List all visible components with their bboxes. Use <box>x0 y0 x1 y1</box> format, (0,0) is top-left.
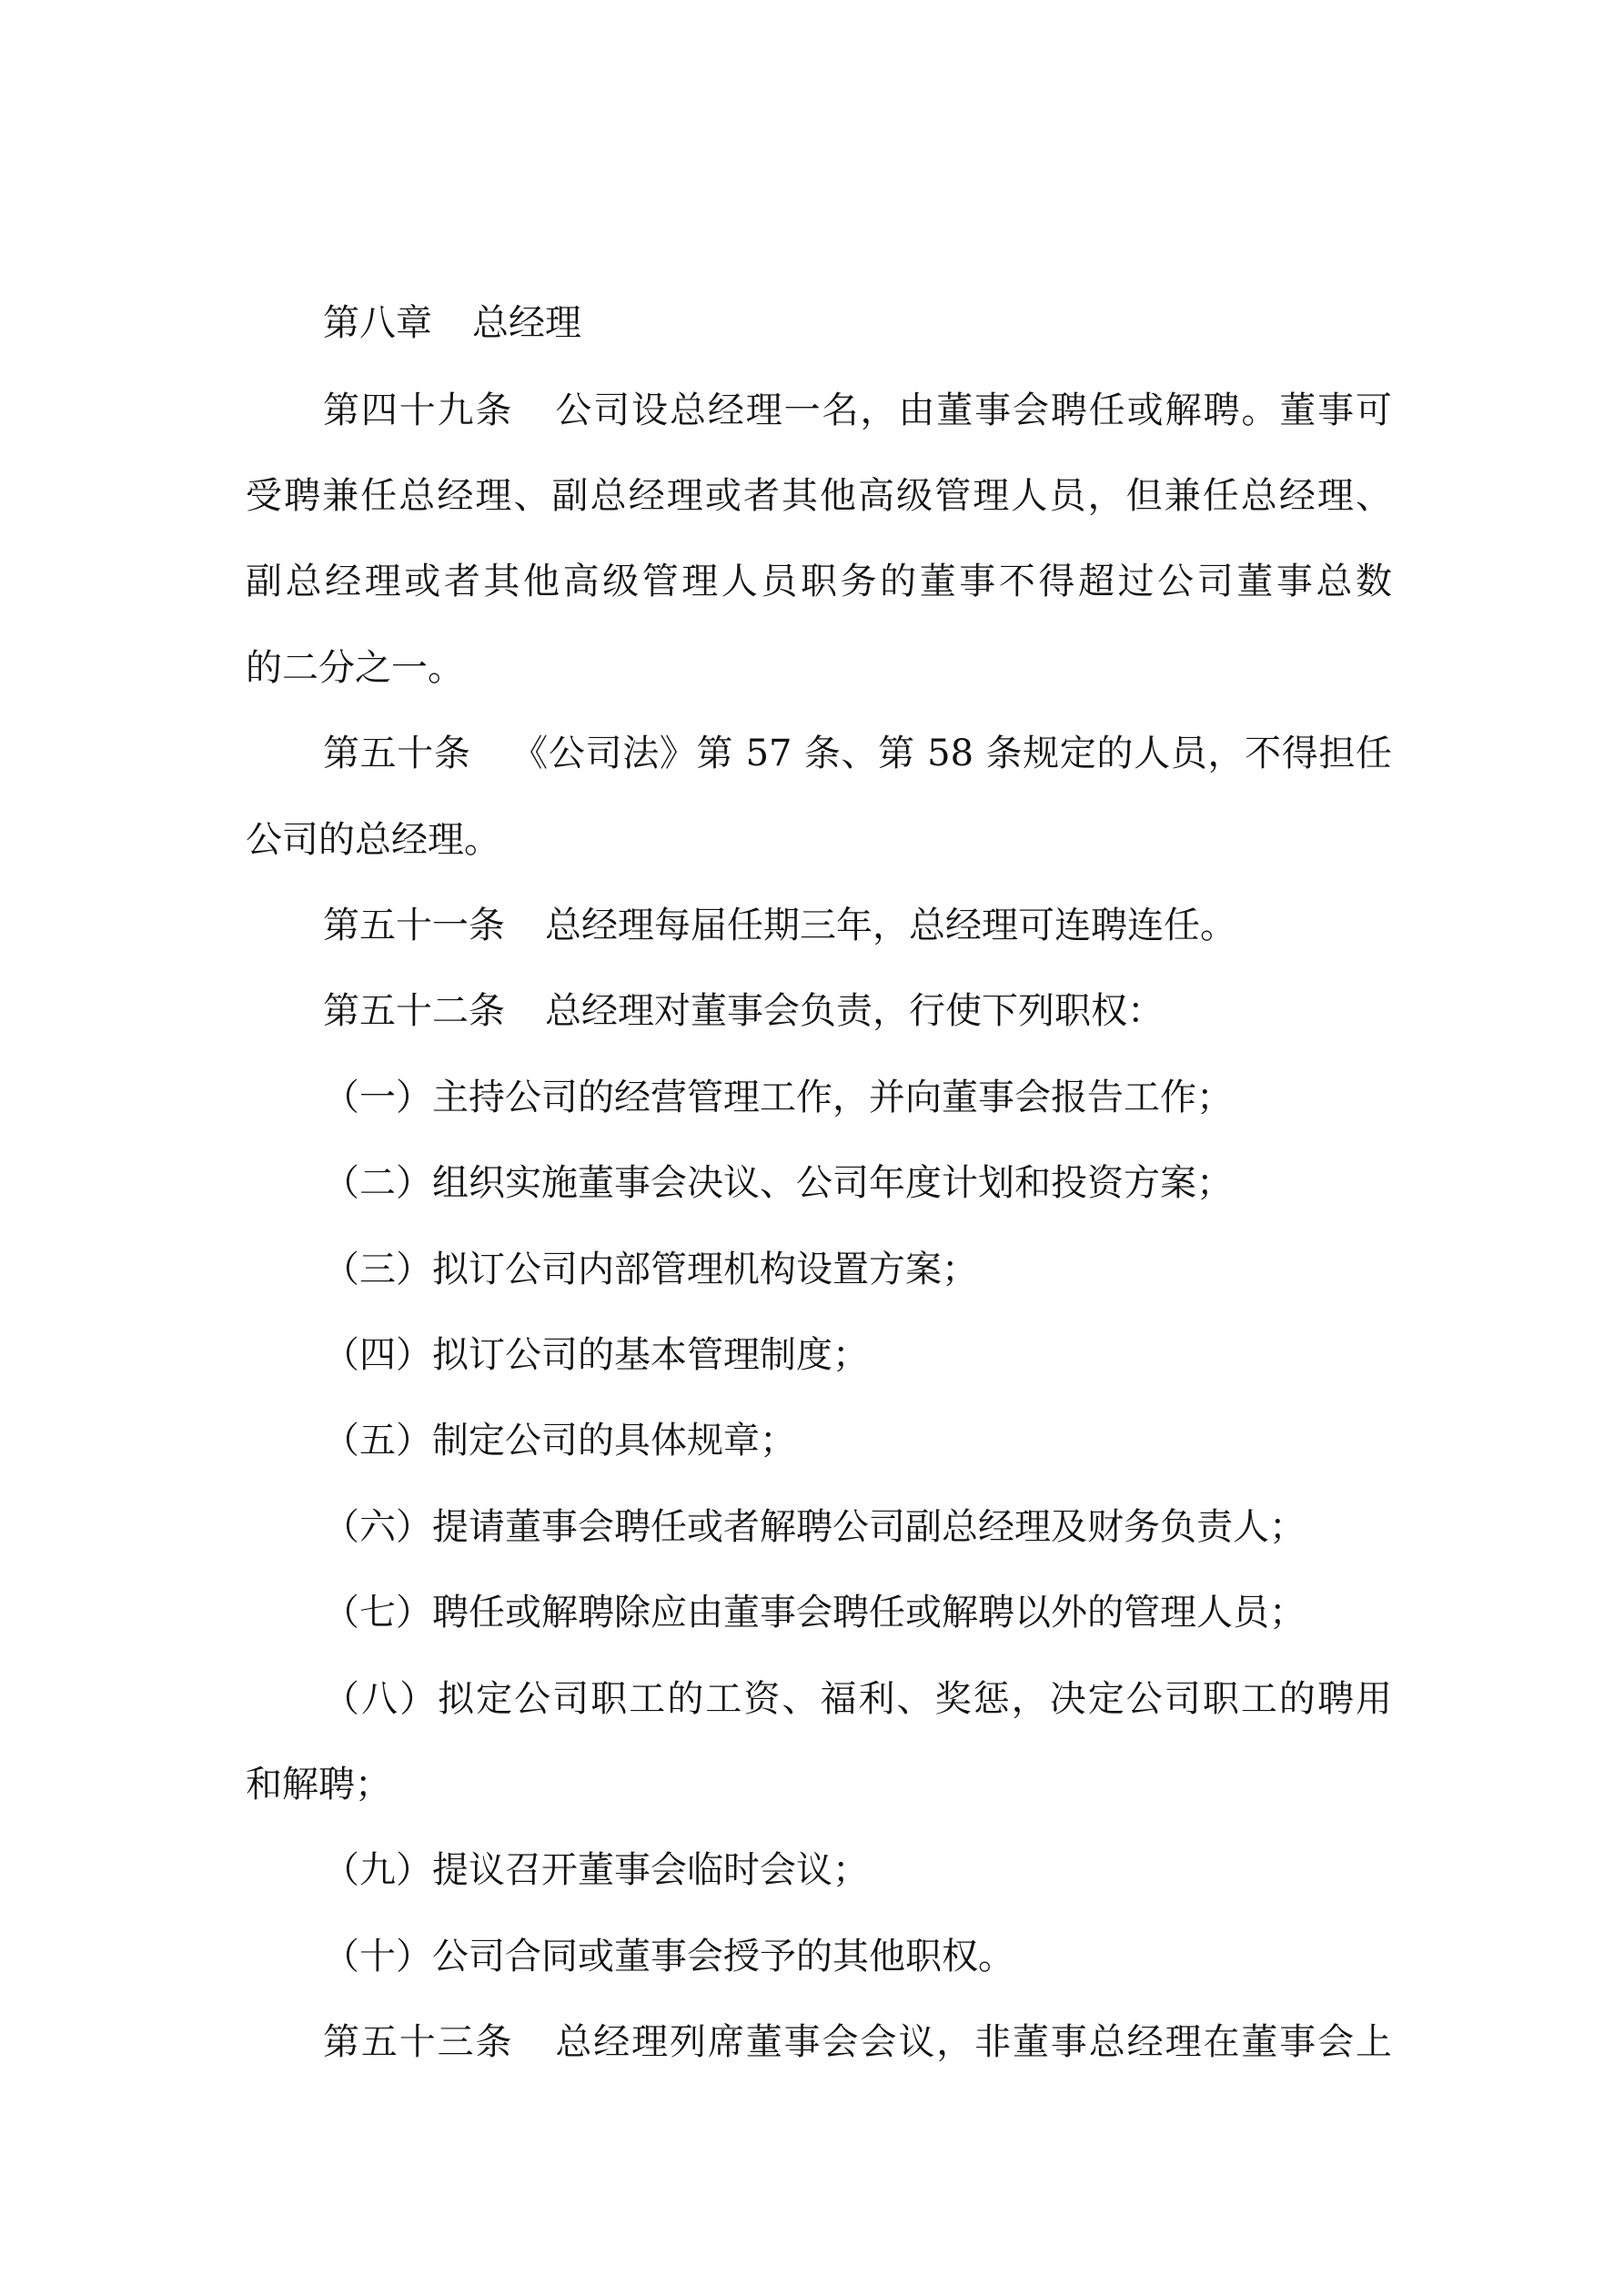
article-49-label: 第四十九条 <box>323 389 514 431</box>
article-51-label: 第五十一条 <box>323 905 505 946</box>
list-item: （二）组织实施董事会决议、公司年度计划和投资方案； <box>323 1162 1233 1204</box>
list-item: （五）制定公司的具体规章； <box>323 1420 796 1462</box>
list-item-continuation: 和解聘； <box>246 1764 391 1805</box>
list-item: （九）提议召开董事会临时会议； <box>323 1849 869 1891</box>
article-51: 第五十一条 总经理每届任期三年，总经理可连聘连任。 <box>323 905 1236 946</box>
article-53-label: 第五十三条 <box>323 2021 514 2063</box>
list-item: （十）公司合同或董事会授予的其他职权。 <box>323 1936 1014 1977</box>
article-50-line-1: 第五十条 《公司法》第 57 条、第 58 条规定的人员，不得担任 <box>323 733 1392 774</box>
chapter-number: 第八章 <box>323 302 432 344</box>
list-item: （六）提请董事会聘任或者解聘公司副总经理及财务负责人； <box>323 1506 1306 1548</box>
list-item: （一）主持公司的经营管理工作，并向董事会报告工作； <box>323 1077 1233 1118</box>
article-49-line-1: 第四十九条 公司设总经理一名，由董事会聘任或解聘。董事可 <box>323 389 1392 431</box>
article-53-line-1: 第五十三条 总经理列席董事会会议，非董事总经理在董事会上 <box>323 2021 1392 2063</box>
list-item: （八）拟定公司职工的工资、福利、奖惩，决定公司职工的聘用 <box>323 1678 1392 1720</box>
chapter-title: 总经理 <box>472 302 581 344</box>
article-52-label: 第五十二条 <box>323 990 505 1032</box>
article-50-label: 第五十条 <box>323 733 471 774</box>
article-50-line-2: 公司的总经理。 <box>246 819 500 861</box>
article-49-line-2: 受聘兼任总经理、副总经理或者其他高级管理人员，但兼任总经理、 <box>246 475 1392 517</box>
article-49-line-4: 的二分之一。 <box>246 647 464 689</box>
list-item: （七）聘任或解聘除应由董事会聘任或解聘以外的管理人员； <box>323 1592 1306 1633</box>
article-52: 第五十二条 总经理对董事会负责，行使下列职权： <box>323 990 1164 1032</box>
list-item: （四）拟订公司的基本管理制度； <box>323 1334 869 1376</box>
list-item: （三）拟订公司内部管理机构设置方案； <box>323 1249 978 1290</box>
article-49-line-3: 副总经理或者其他高级管理人员职务的董事不得超过公司董事总数 <box>246 561 1392 602</box>
chapter-heading <box>323 301 1392 345</box>
